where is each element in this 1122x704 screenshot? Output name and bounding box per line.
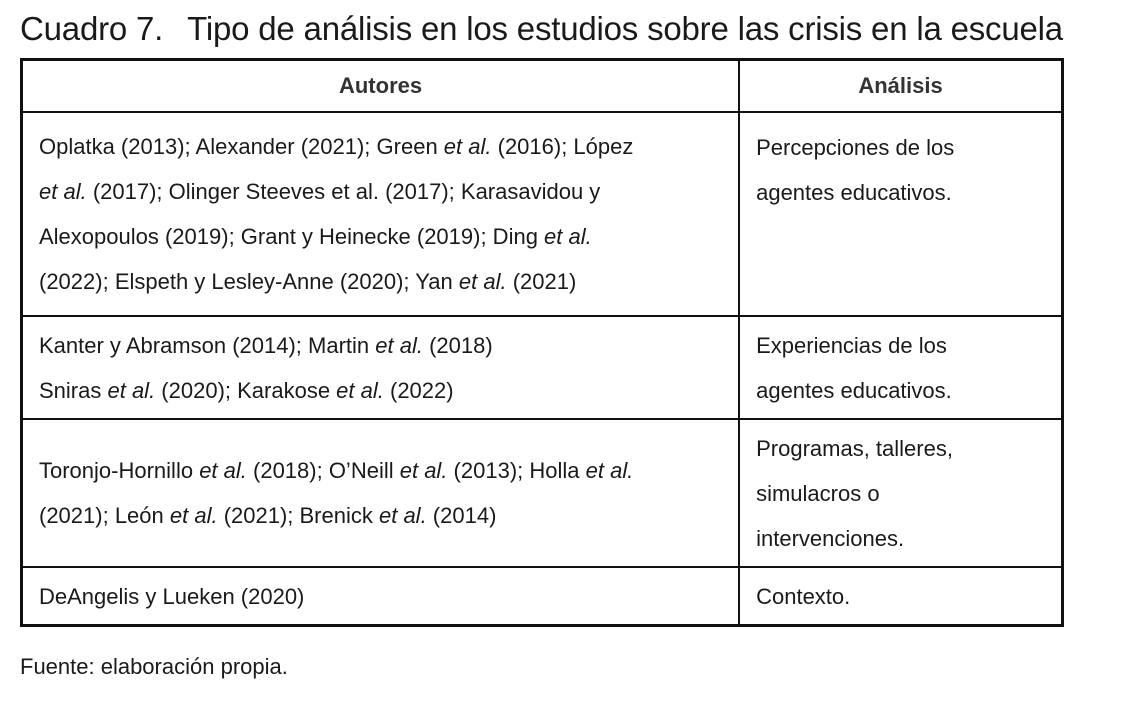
analysis-text: Contexto. bbox=[756, 583, 851, 609]
analysis-cell bbox=[739, 316, 1062, 419]
table-caption bbox=[20, 10, 1063, 48]
caption-number: Cuadro 7. bbox=[20, 10, 164, 47]
table-row bbox=[22, 419, 1063, 567]
analysis-table bbox=[20, 58, 1064, 627]
header-autores: Autores bbox=[22, 60, 740, 113]
analysis-text: Experiencias de los agentes educativos. bbox=[756, 332, 952, 403]
analysis-cell bbox=[739, 419, 1062, 567]
authors-text: Oplatka (2013); Alexander (2021); Green et al. (2016); López et al. (2017); Olinger Steeves et al. (2017); Karasavidou y Alexopoulos (2019); Grant y Heinecke (2019); Ding et al. (2022); Elspeth y Lesley-Anne (2020); Yan et al. (2021) bbox=[39, 134, 634, 294]
caption-title: Tipo de análisis en los estudios sobre las crisis en la escuela bbox=[187, 10, 1063, 47]
analysis-text: Percepciones de los agentes educativos. bbox=[756, 135, 955, 205]
authors-text: Toronjo-Hornillo et al. (2018); O’Neill et al. (2013); Holla et al. (2021); León et al. (2021); Brenick et al. (2014) bbox=[39, 458, 634, 528]
authors-cell bbox=[22, 419, 740, 567]
authors-text: Kanter y Abramson (2014); Martin et al. (2018) Sniras et al. (2020); Karakose et al. (2022) bbox=[39, 332, 493, 403]
authors-cell bbox=[22, 112, 740, 316]
table-row bbox=[22, 567, 1063, 626]
analysis-text: Programas, talleres, simulacros o intervenciones. bbox=[756, 435, 953, 551]
authors-cell bbox=[22, 567, 740, 626]
authors-cell bbox=[22, 316, 740, 419]
authors-text: DeAngelis y Lueken (2020) bbox=[39, 583, 305, 609]
table-header-row bbox=[22, 60, 1063, 113]
analysis-cell bbox=[739, 112, 1062, 316]
table-row bbox=[22, 316, 1063, 419]
analysis-cell bbox=[739, 567, 1062, 626]
table-row bbox=[22, 112, 1063, 316]
header-analisis: Análisis bbox=[739, 60, 1062, 113]
source-note: Fuente: elaboración propia. bbox=[20, 654, 288, 679]
